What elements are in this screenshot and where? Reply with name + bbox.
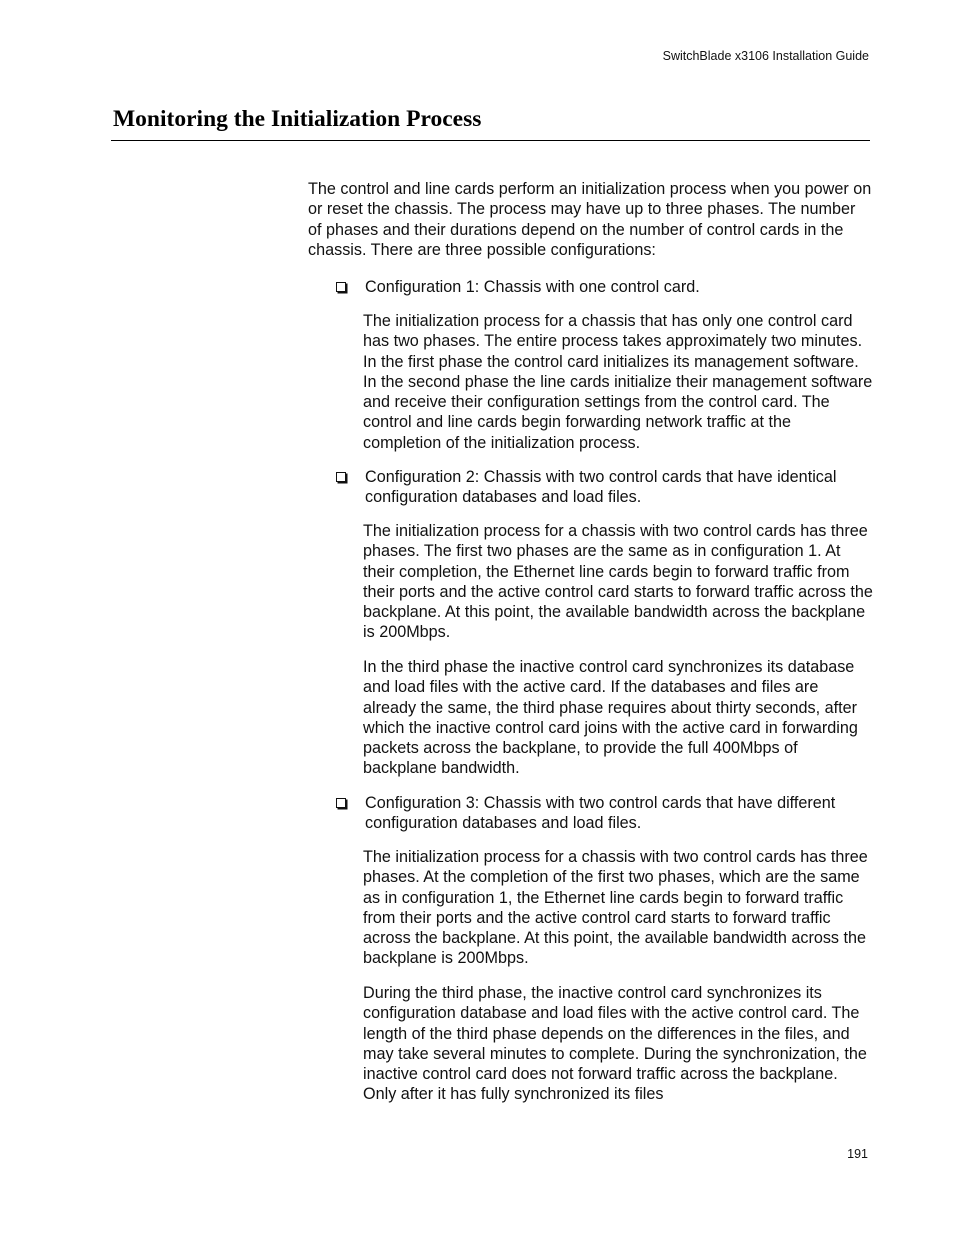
config-1-label: Configuration 1: Chassis with one control card.: [365, 278, 700, 296]
page-number: 191: [847, 1147, 868, 1161]
checkbox-bullet-icon: [336, 798, 346, 808]
title-rule: [111, 140, 870, 141]
section-title: Monitoring the Initialization Process: [113, 106, 482, 132]
config-3-description: The initialization process for a chassis with two control cards has three phases. At the completion of the first two phases, which are the same as in configuration 1, the Ethernet line cards begin to forward traffic from their ports and the active control card starts to forward traffic across the backplane. At this point, the available bandwidth across the backplane is 200Mbps.: [363, 848, 868, 968]
checkbox-bullet-icon: [336, 472, 346, 482]
config-1-description: The initialization process for a chassis that has only one control card has two phases. The entire process takes approximately two minutes. In the first phase the control card initializes its management software. In the second phase the line cards initialize their management software and receive their configuration settings from the control card. The control and line cards begin forwarding network traffic at the completion of the initialization process.: [363, 312, 873, 452]
config-3-third-phase: During the third phase, the inactive control card synchronizes its configuration database and load files with the active control card. The length of the third phase depends on the differences in the files, and may take several minutes to complete. During the synchronization, the inactive control card does not forward traffic across the backplane. Only after it has fully synchronized its files: [363, 984, 867, 1104]
running-header: SwitchBlade x3106 Installation Guide: [662, 49, 869, 63]
intro-paragraph: The control and line cards perform an initialization process when you power on or reset the chassis. The process may have up to three phases. The number of phases and their durations depend on the number of control cards in the chassis. There are three possible configurations:: [308, 180, 872, 259]
config-2-third-phase: In the third phase the inactive control card synchronizes its database and load files with the active card. If the databases and files are already the same, the third phase requires about thirty seconds, after which the inactive control card joins with the active card in forwarding packets across the backplane, to provide the full 400Mbps of backplane bandwidth.: [363, 658, 858, 778]
checkbox-bullet-icon: [336, 282, 346, 292]
config-3-label: Configuration 3: Chassis with two control cards that have different configuration databases and load files.: [365, 794, 836, 833]
config-2-label: Configuration 2: Chassis with two control cards that have identical configuration databases and load files.: [365, 468, 837, 507]
config-2-description: The initialization process for a chassis with two control cards has three phases. The first two phases are the same as in configuration 1. At their completion, the Ethernet line cards begin to forward traffic from their ports and the active control card starts to forward traffic across the backplane. At this point, the available bandwidth across the backplane is 200Mbps.: [363, 522, 873, 642]
